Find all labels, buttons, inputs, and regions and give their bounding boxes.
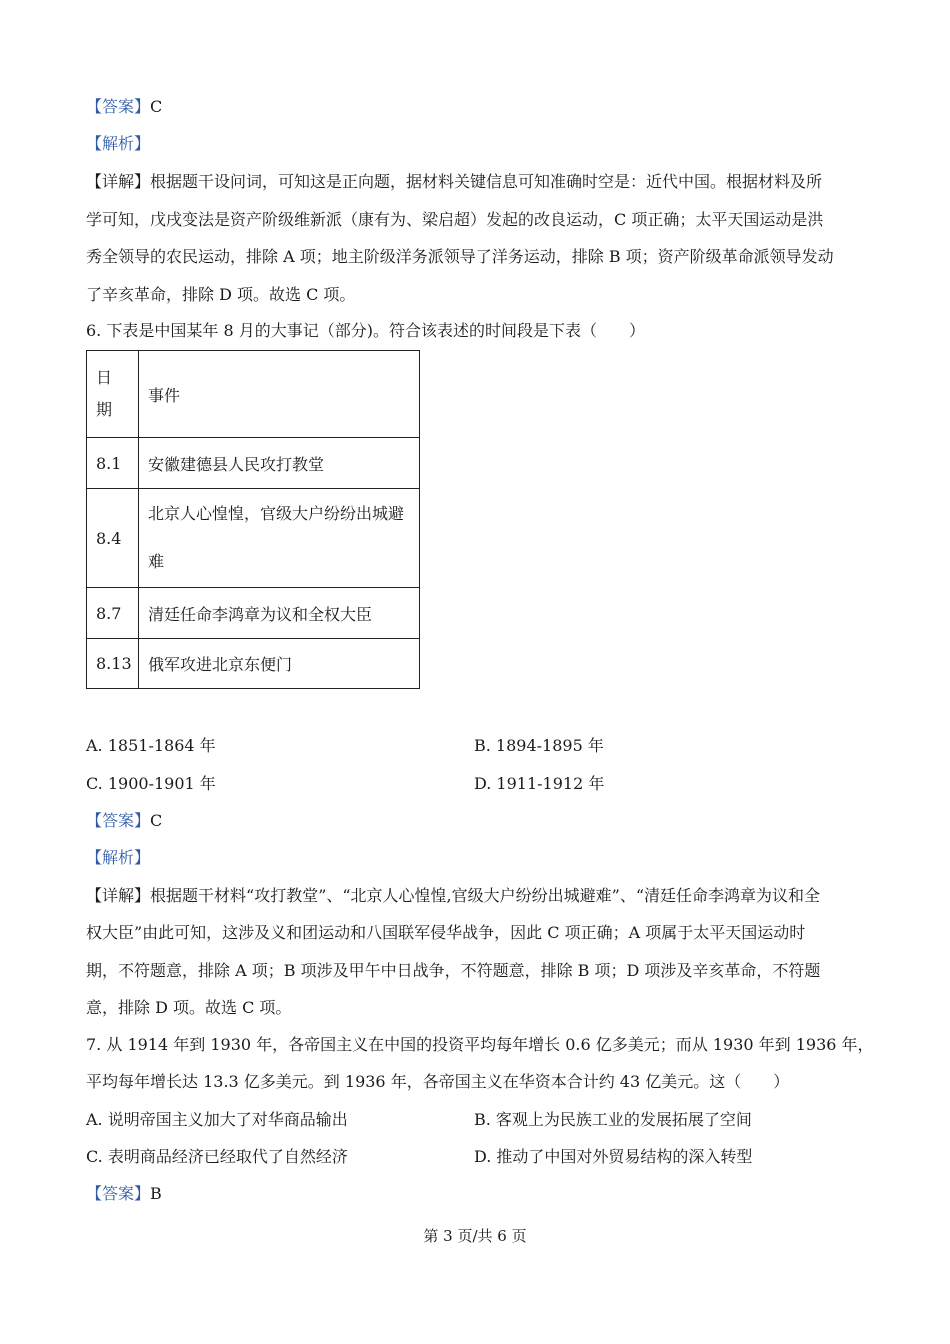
q5-detail-line: 秀全领导的农民运动，排除 A 项；地主阶级洋务派领导了洋务运动，排除 B 项；资产阶级革命派领导发动 xyxy=(86,247,834,266)
q7-stem-line: 平均每年增长达 13.3 亿多美元。到 1936 年，各帝国主义在华资本合计约 43 亿美元。这（ ） xyxy=(86,1072,790,1091)
page-footer: 第 3 页/共 6 页 xyxy=(423,1227,527,1245)
q5-analysis-label: 【解析】 xyxy=(86,134,151,153)
q5-answer xyxy=(86,97,162,117)
event-header: 事件 xyxy=(139,351,420,438)
q6-option-c: C. 1900-1901 年 xyxy=(86,774,216,793)
q6-detail-line xyxy=(86,886,820,906)
answer-label: 【答案】 xyxy=(86,1184,151,1203)
q5-detail-line xyxy=(86,172,822,192)
event-cell: 清廷任命李鸿章为议和全权大臣 xyxy=(139,588,420,639)
answer-value: C xyxy=(150,811,163,830)
detail-text: 根据题干设问词，可知这是正向题，据材料关键信息可知准确时空是：近代中国。根据材料及所 xyxy=(150,172,823,191)
q6-option-b: B. 1894-1895 年 xyxy=(474,736,604,755)
events-table xyxy=(86,350,420,689)
q6-option-a: A. 1851-1864 年 xyxy=(86,736,216,755)
q7-option-c: C. 表明商品经济已经取代了自然经济 xyxy=(86,1147,348,1166)
table-row xyxy=(87,588,420,639)
table-row xyxy=(87,489,420,588)
q7-option-a: A. 说明帝国主义加大了对华商品输出 xyxy=(86,1110,348,1129)
q6-analysis-label: 【解析】 xyxy=(86,848,151,867)
detail-label: 【详解】 xyxy=(86,172,151,191)
q7-stem-line: 7. 从 1914 年到 1930 年，各帝国主义在中国的投资平均每年增长 0.6 亿多美元；而从 1930 年到 1936 年， xyxy=(86,1035,874,1054)
date-cell: 8.7 xyxy=(87,588,139,639)
q7-option-b: B. 客观上为民族工业的发展拓展了空间 xyxy=(474,1110,752,1129)
event-cell: 安徽建德县人民攻打教堂 xyxy=(139,438,420,489)
detail-label: 【详解】 xyxy=(86,886,151,905)
table-row xyxy=(87,438,420,489)
q6-detail-line: 权大臣”由此可知，这涉及义和团运动和八国联军侵华战争，因此 C 项正确；A 项属于太平天国运动时 xyxy=(86,923,806,942)
table-header-row xyxy=(87,351,420,438)
answer-label: 【答案】 xyxy=(86,811,151,830)
event-cell: 北京人心惶惶，官级大户纷纷出城避 难 xyxy=(139,489,420,588)
q7-answer xyxy=(86,1184,162,1204)
detail-text: 根据题干材料“攻打教堂”、“北京人心惶惶,官级大户纷纷出城避难”、“清廷任命李鸿章为议和全 xyxy=(150,886,821,905)
q5-detail-line: 了辛亥革命，排除 D 项。故选 C 项。 xyxy=(86,285,356,304)
q7-option-d: D. 推动了中国对外贸易结构的深入转型 xyxy=(474,1147,753,1166)
date-header: 日 期 xyxy=(87,351,139,438)
answer-value: C xyxy=(150,97,163,116)
q5-detail-line: 学可知，戊戌变法是资产阶级维新派（康有为、梁启超）发起的改良运动，C 项正确；太平天国运动是洪 xyxy=(86,210,824,229)
answer-label: 【答案】 xyxy=(86,97,151,116)
q6-answer xyxy=(86,811,162,831)
answer-value: B xyxy=(150,1184,162,1203)
q6-detail-line: 意，排除 D 项。故选 C 项。 xyxy=(86,998,292,1017)
q6-option-d: D. 1911-1912 年 xyxy=(474,774,605,793)
date-cell: 8.13 xyxy=(87,639,139,689)
q6-detail-line: 期，不符题意，排除 A 项；B 项涉及甲午中日战争，不符题意，排除 B 项；D 项涉及辛亥革命，不符题 xyxy=(86,961,821,980)
event-cell: 俄军攻进北京东便门 xyxy=(139,639,420,689)
date-cell: 8.1 xyxy=(87,438,139,489)
date-cell: 8.4 xyxy=(87,489,139,588)
table-row xyxy=(87,639,420,689)
q6-stem: 6. 下表是中国某年 8 月的大事记（部分)。符合该表述的时间段是下表（ ） xyxy=(86,321,645,340)
